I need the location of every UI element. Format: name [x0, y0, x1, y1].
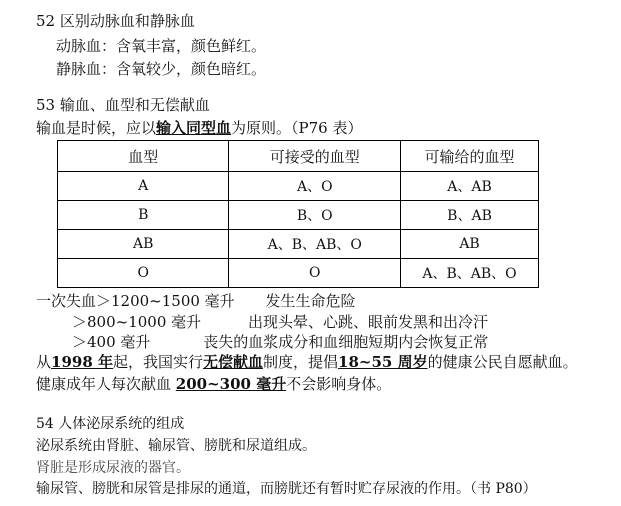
cell-type: B [58, 201, 229, 230]
section-52-title: 52 区别动脉血和静脉血 [36, 12, 195, 30]
section-53-title: 53 输血、血型和无偿献血 [36, 96, 210, 114]
policy-text-e: 制度，提倡 [263, 353, 339, 371]
donate-text-a: 健康成年人每次献血 [36, 375, 172, 393]
cell-give: A、AB [401, 172, 539, 201]
cell-receive: B、O [229, 201, 401, 230]
policy-free-donation: 无偿献血 [203, 353, 264, 371]
cell-type: AB [58, 230, 229, 259]
urinary-passage: 输尿管、膀胱和尿管是排尿的通道，而膀胱还有暂时贮存尿液的作用。（书 P80） [36, 481, 537, 497]
blood-loss-2-amount: ＞800~1000 毫升 [72, 313, 202, 331]
header-can-give: 可输给的血型 [401, 141, 539, 172]
policy-age-range: 18~55 周岁 [338, 353, 428, 371]
blood-loss-1-amount: 一次失血＞1200~1500 毫升 [36, 292, 235, 310]
cell-receive: O [229, 259, 401, 288]
blood-loss-2-effect: 出现头晕、心跳、眼前发黑和出冷汗 [247, 313, 488, 331]
header-blood-type: 血型 [58, 141, 229, 172]
donation-amount [36, 375, 391, 393]
transfusion-principle [36, 119, 362, 137]
blood-loss-line-2 [72, 313, 488, 331]
cell-give: AB [401, 230, 539, 259]
blood-loss-line-1 [36, 292, 355, 310]
table-header-row [58, 141, 539, 172]
policy-text-c: 起，我国实行 [113, 353, 204, 371]
table-row [58, 259, 539, 288]
cell-type: A [58, 172, 229, 201]
blood-loss-1-effect: 发生生命危险 [265, 292, 356, 310]
table-row [58, 172, 539, 201]
cell-give: B、AB [401, 201, 539, 230]
principle-text-a: 输血是时候，应以 [36, 119, 157, 137]
donate-volume: 200~300 毫升 [175, 375, 287, 393]
table-row [58, 201, 539, 230]
donation-policy [36, 353, 578, 371]
policy-text-a: 从 [36, 353, 52, 371]
kidney-function: 肾脏是形成尿液的器官。 [36, 460, 190, 476]
vein-blood-text: 静脉血：含氧较少，颜色暗红。 [56, 60, 267, 78]
principle-emphasis: 输入同型血 [156, 119, 232, 137]
cell-type: O [58, 259, 229, 288]
cell-receive: A、O [229, 172, 401, 201]
blood-loss-3-effect: 丧失的血浆成分和血细胞短期内会恢复正常 [203, 333, 489, 351]
cell-receive: A、B、AB、O [229, 230, 401, 259]
principle-text-c: 为原则。（P76 表） [231, 119, 363, 137]
policy-text-g: 的健康公民自愿献血。 [427, 353, 578, 371]
header-can-receive: 可接受的血型 [229, 141, 401, 172]
cell-give: A、B、AB、O [401, 259, 539, 288]
table-row [58, 230, 539, 259]
artery-blood-text: 动脉血：含氧丰富，颜色鲜红。 [56, 37, 267, 55]
policy-year: 1998 年 [51, 353, 113, 371]
section-54-title: 54 人体泌尿系统的组成 [36, 416, 185, 432]
blood-loss-3-amount: ＞400 毫升 [72, 333, 151, 351]
urinary-composition: 泌尿系统由肾脏、输尿管、膀胱和尿道组成。 [36, 438, 316, 454]
blood-type-table [57, 140, 539, 288]
donate-text-c: 不会影响身体。 [286, 375, 392, 393]
blood-loss-line-3 [72, 333, 488, 351]
